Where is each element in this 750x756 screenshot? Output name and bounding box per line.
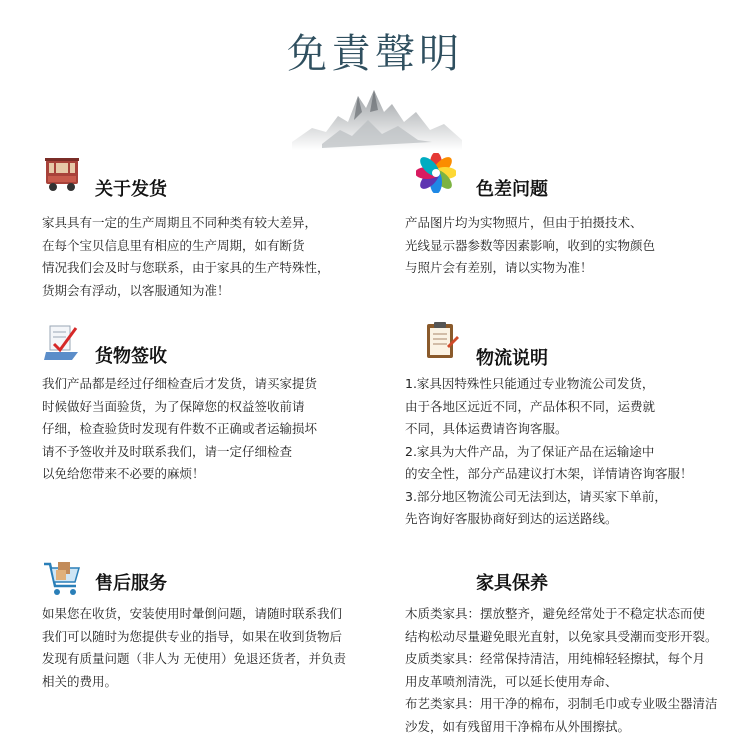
checkmark-sign-icon — [42, 322, 82, 362]
text-line: 布艺类家具：用干净的棉布，羽制毛巾或专业吸尘器清洁 — [405, 696, 718, 711]
text-line: 不同，具体运费请咨询客服。 — [405, 421, 568, 436]
text-line: 我们产品都是经过仔细检查后才发货，请买家提货 — [42, 376, 318, 391]
text-line: 结构松动尽量避免眼光直射，以免家具受潮而变形开裂。 — [405, 628, 718, 644]
text-line: 情况我们会及时与您联系，由于家具的生产特殊性， — [42, 260, 330, 275]
section-title-after-sales: 售后服务 — [95, 573, 167, 594]
section-body-receipt — [42, 373, 317, 486]
text-line: 请不予签收并及时联系我们，请一定仔细检查 — [42, 443, 293, 459]
section-body-shipping — [42, 212, 330, 302]
text-line: 货期会有浮动，以客服通知为准！ — [42, 282, 230, 298]
section-title-logistics: 物流说明 — [476, 348, 548, 369]
text-line: 与照片会有差别，请以实物为准！ — [405, 260, 593, 275]
text-line: 先咨询好客服协商好到达的运送路线。 — [405, 511, 618, 526]
color-flower-icon — [416, 153, 456, 193]
text-line: 沙发，如有残留用干净棉布从外围擦拭。 — [405, 718, 631, 734]
text-line: 光线显示器参数等因素影响，收到的实物颜色 — [405, 237, 656, 253]
text-line: 木质类家具：摆放整齐，避免经常处于不稳定状态而使 — [405, 606, 706, 621]
text-line: 在每个宝贝信息里有相应的生产周期，如有断货 — [42, 237, 305, 253]
section-title-furniture-care: 家具保养 — [476, 573, 548, 594]
text-line: 相关的费用。 — [42, 673, 118, 689]
shopping-cart-icon — [42, 558, 82, 598]
text-line: 以免给您带来不必要的麻烦！ — [42, 466, 205, 481]
text-line: 如果您在收货，安装使用时暈倒问题，请随时联系我们 — [42, 606, 343, 621]
section-title-color-difference: 色差问题 — [476, 179, 548, 200]
text-line: 由于各地区远近不同，产品体积不同，运费就 — [405, 398, 656, 414]
text-line: 我们可以随时为您提供专业的指导，如果在收到货物后 — [42, 628, 343, 644]
text-line: 家具具有一定的生产周期且不同种类有较大差异， — [42, 215, 318, 230]
section-title-shipping: 关于发货 — [95, 179, 167, 200]
clipboard-icon — [421, 320, 461, 360]
text-line: 3.部分地区物流公司无法到达，请买家下单前， — [405, 488, 667, 504]
text-line: 用皮革喷剂清洗，可以延长使用寿命、 — [405, 673, 618, 689]
delivery-truck-icon — [42, 154, 82, 194]
text-line: 2.家具为大件产品，为了保证产品在运输途中 — [405, 443, 655, 459]
section-body-color-difference — [405, 212, 655, 280]
text-line: 时候做好当面验货，为了保障您的权益签收前请 — [42, 398, 305, 414]
text-line: 皮质类家具：经常保持清洁，用纯棉轻轻擦拭，每个月 — [405, 651, 706, 666]
text-line: 的安全性，部分产品建议打木架，详情请咨询客服！ — [405, 466, 693, 481]
section-body-furniture-care — [405, 603, 718, 738]
text-line: 仔细，检查验货时发现有件数不正确或者运输损坏 — [42, 421, 318, 436]
ink-mountain-image — [292, 82, 462, 150]
section-body-logistics — [405, 373, 693, 531]
section-body-after-sales — [42, 603, 346, 693]
text-line: 发现有质量问题（非人为 无使用）免退还货者，并负责 — [42, 651, 346, 666]
text-line: 产品图片均为实物照片，但由于拍摄技术、 — [405, 215, 643, 230]
page-title: 免責聲明 — [287, 31, 463, 77]
section-title-receipt: 货物签收 — [95, 346, 167, 367]
text-line: 1.家具因特殊性只能通过专业物流公司发货， — [405, 376, 655, 391]
